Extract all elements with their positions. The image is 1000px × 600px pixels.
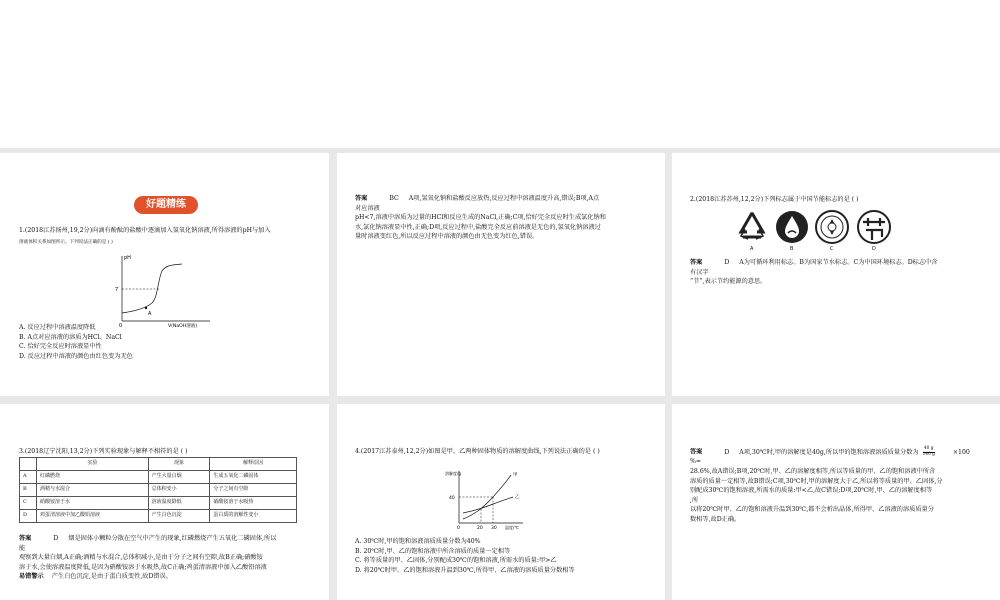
option-c: C. 恰好完全反应时溶液显中性 [19, 343, 102, 351]
answer-block [690, 258, 990, 287]
explanation-line: 能 [19, 544, 26, 552]
table-cell: 生成五氧化二磷固体 [210, 471, 297, 484]
table-cell: 总体积变小 [148, 484, 210, 497]
table-cell: 产生白色沉淀 [148, 510, 210, 523]
graph-y-tick: 7 [115, 287, 119, 293]
graph-x-label: V(NaOH溶液) [168, 324, 198, 329]
answer-value: BC [389, 195, 399, 202]
explanation-line: 对应溶液 [355, 204, 380, 212]
explanation-line: 别配成30℃的饱和溶液,所需水的质量:甲<乙,故C错误;D项,20℃时,甲、乙的溶解度相等 [690, 487, 933, 495]
graph-origin: 0 [119, 323, 123, 329]
table-row [20, 484, 297, 497]
option-a: A. 30℃时,甲的饱和溶液溶质质量分数为40% [355, 538, 481, 545]
table-cell: D [20, 510, 37, 523]
explanation-line: A项,30℃时,甲的溶解度是40g,所以甲的饱和溶液溶质质量分数为 [739, 448, 919, 456]
answer-value: D [724, 448, 730, 456]
option-d: D. 反应过程中溶液的颜色由红色变为无色 [19, 352, 133, 360]
option-label-d: D [872, 246, 876, 252]
explanation-line: A为可循环利用标志。B为国家节水标志。C为中国环境标志。D标志中含 [739, 259, 938, 266]
graph-x-tick: 30 [491, 526, 497, 531]
point-a-marker [145, 307, 147, 309]
answer-label: 答案 [355, 195, 368, 202]
graph-y-label: pH [124, 255, 131, 261]
answer-block [690, 447, 995, 525]
question-text: 3.(2018辽宁沈阳,13,2分)下列实验现象与解释不相符的是 ( ) [19, 448, 188, 455]
answer-label: 答案 [690, 448, 703, 456]
options-list [19, 323, 133, 361]
answer-label: 答案 [690, 259, 703, 266]
curve-yi [463, 497, 513, 513]
solubility-graph [445, 467, 535, 532]
slide-answer-1[interactable] [337, 153, 665, 396]
options-list [355, 537, 575, 575]
table-cell: 溶液温度降低 [148, 497, 210, 510]
explanation-line: 产生白色沉淀,是由于蛋白质变性,故D错误。 [51, 573, 172, 581]
explanation-line: 溶质的质量一定相等,故B错误;C项,30℃时,甲的溶解度大于乙,所以将等质量的甲、乙固体,分 [690, 477, 943, 485]
top-blank-area [0, 0, 1000, 148]
question-text: 1.(2018江苏扬州,19,2分)向滴有酚酞的盐酸中逐滴加入氢氧化钠溶液,所得溶液的pH与加入 [19, 227, 271, 234]
section-badge: 好题精练 [134, 196, 198, 214]
table-cell: 酒精与水混合 [37, 484, 149, 497]
slide-question-3[interactable] [0, 404, 329, 600]
answer-block [19, 534, 319, 582]
explanation-line: 有汉字 [690, 268, 709, 276]
explanation-line: 烟是固体小颗粒分散在空气中产生的现象,红磷燃烧产生五氧化二磷固体,所以 [68, 535, 277, 542]
table-cell: 硝酸铵溶于水 [37, 497, 149, 510]
series-label-yi: 乙 [515, 495, 520, 500]
table-row [20, 471, 297, 484]
graph-y-label: 溶解度/g [445, 471, 461, 476]
times-text: ×100 [952, 448, 970, 456]
option-label-c: C [830, 246, 834, 252]
table-header-row [20, 458, 297, 471]
experiment-table [19, 457, 297, 523]
fraction [923, 447, 935, 457]
graph-x-tick: 20 [477, 526, 483, 531]
table-cell: 蛋白质的溶解性变小 [210, 510, 297, 523]
table-cell: 红磷燃烧 [37, 471, 149, 484]
recycle-icon [734, 209, 770, 245]
table-header: 现象 [148, 458, 210, 471]
table-header [20, 458, 37, 471]
answer-block [355, 194, 655, 242]
table-cell: 分子之间有空隙 [210, 484, 297, 497]
explanation-line: 观察到大量白烟,A正确;酒精与水混合,总体积减小,是由于分子之间有空隙,故B正确;硝酸铵 [19, 554, 263, 562]
option-c: C. 将等质量的甲、乙固体,分别配成30℃的饱和溶液,所需水的质量:甲>乙 [355, 557, 557, 565]
table-cell: 产生大量白烟 [148, 471, 210, 484]
answer-value: D [724, 259, 730, 266]
warning-label: 易错警示 [19, 573, 44, 581]
explanation-line: 以将20℃时甲、乙的饱和溶液升温到30℃,都不会析出晶体,所得甲、乙溶液的溶质质量分 [690, 506, 934, 514]
option-b: B. A点对应溶液的溶质为HCl、NaCl [19, 333, 122, 341]
table-row [20, 510, 297, 523]
slide-question-2[interactable] [672, 153, 1000, 396]
graph-y-tick: 40 [449, 496, 455, 501]
question-text: 4.(2017江苏泰州,12,2分)如图是甲、乙两种固体物质的溶解度曲线,下列说法正确的是 ( ) [355, 448, 600, 455]
table-cell: 硝酸铵溶于水吸热 [210, 497, 297, 510]
energy-saving-icon [856, 209, 892, 245]
explanation-line: 数相等,故D正确。 [690, 516, 741, 524]
answer-value: D [53, 535, 59, 542]
series-label-jia: 甲 [513, 473, 518, 478]
option-label-a: A [750, 246, 754, 252]
explanation-line: “节”,表示节约能源的意思。 [690, 278, 767, 286]
slide-answer-4[interactable] [672, 404, 1000, 600]
explanation-line: 量时溶液变红色,所以反应过程中溶液的颜色由无色变为红色,错误。 [355, 233, 539, 241]
explanation-line: %≈ [690, 458, 702, 466]
table-header: 解释原因 [210, 458, 297, 471]
table-header: 实验 [37, 458, 149, 471]
slide-question-1[interactable] [0, 153, 329, 396]
fraction-numerator: 40 g [923, 446, 934, 451]
explanation-line: 28.6%,故A错误;B项,20℃时,甲、乙的溶解度相等,所以等质量的甲、乙的饱和溶液中所含 [690, 468, 936, 476]
explanation-line: A项,氢氧化钠和盐酸反应放热,反应过程中溶液温度升高,错误;B项,A点 [408, 195, 600, 202]
table-row [20, 497, 297, 510]
explanation-line: ,所 [690, 496, 699, 504]
table-cell: C [20, 497, 37, 510]
slide-question-4[interactable] [337, 404, 665, 600]
explanation-line: 溶于水,会使溶液温度降低,是因为硝酸铵溶于水吸热,故C正确;鸡蛋清溶液中加入乙酸铅溶液 [19, 563, 267, 571]
table-cell: 鸡蛋清溶液中加乙酸铅溶液 [37, 510, 149, 523]
graph-point-label: A [148, 311, 152, 317]
ph-graph [110, 251, 220, 329]
option-label-b: B [790, 246, 794, 252]
fraction-denominator: 140 g [922, 451, 935, 457]
option-d: D. 将20℃时甲、乙的饱和溶液升温到30℃,所得甲、乙溶液的溶质质量分数相等 [355, 566, 575, 574]
option-a: A. 反应过程中溶液温度降低 [19, 324, 96, 331]
question-text-cont: 溶液体积关系如图所示。下列说法正确的是 ( ) [19, 240, 113, 245]
explanation-line: 水,氯化钠溶液显中性,正确;D项,反应过程中,盐酸完全反应前溶液是无色的,氢氧化钠溶液过 [355, 223, 601, 231]
ph-curve [122, 264, 182, 313]
question-text: 2.(2018江苏苏州,12,2分)下列标志属于中国节能标志的是 ( ) [690, 196, 859, 203]
table-cell: A [20, 471, 37, 484]
graph-x-label: 温度/℃ [505, 525, 519, 530]
graph-x-tick: 0 [457, 526, 460, 531]
table-cell: B [20, 484, 37, 497]
answer-label: 答案 [19, 535, 32, 542]
environment-label-icon [814, 209, 850, 245]
explanation-line: pH<7,溶液中溶质为过量的HCl和反应生成的NaCl,正确;C项,恰好完全反应时生成氯化钠和 [355, 214, 606, 222]
water-saving-icon [774, 209, 810, 245]
option-b: B. 20℃时,甲、乙的饱和溶液中所含溶质的质量一定相等 [355, 547, 511, 555]
